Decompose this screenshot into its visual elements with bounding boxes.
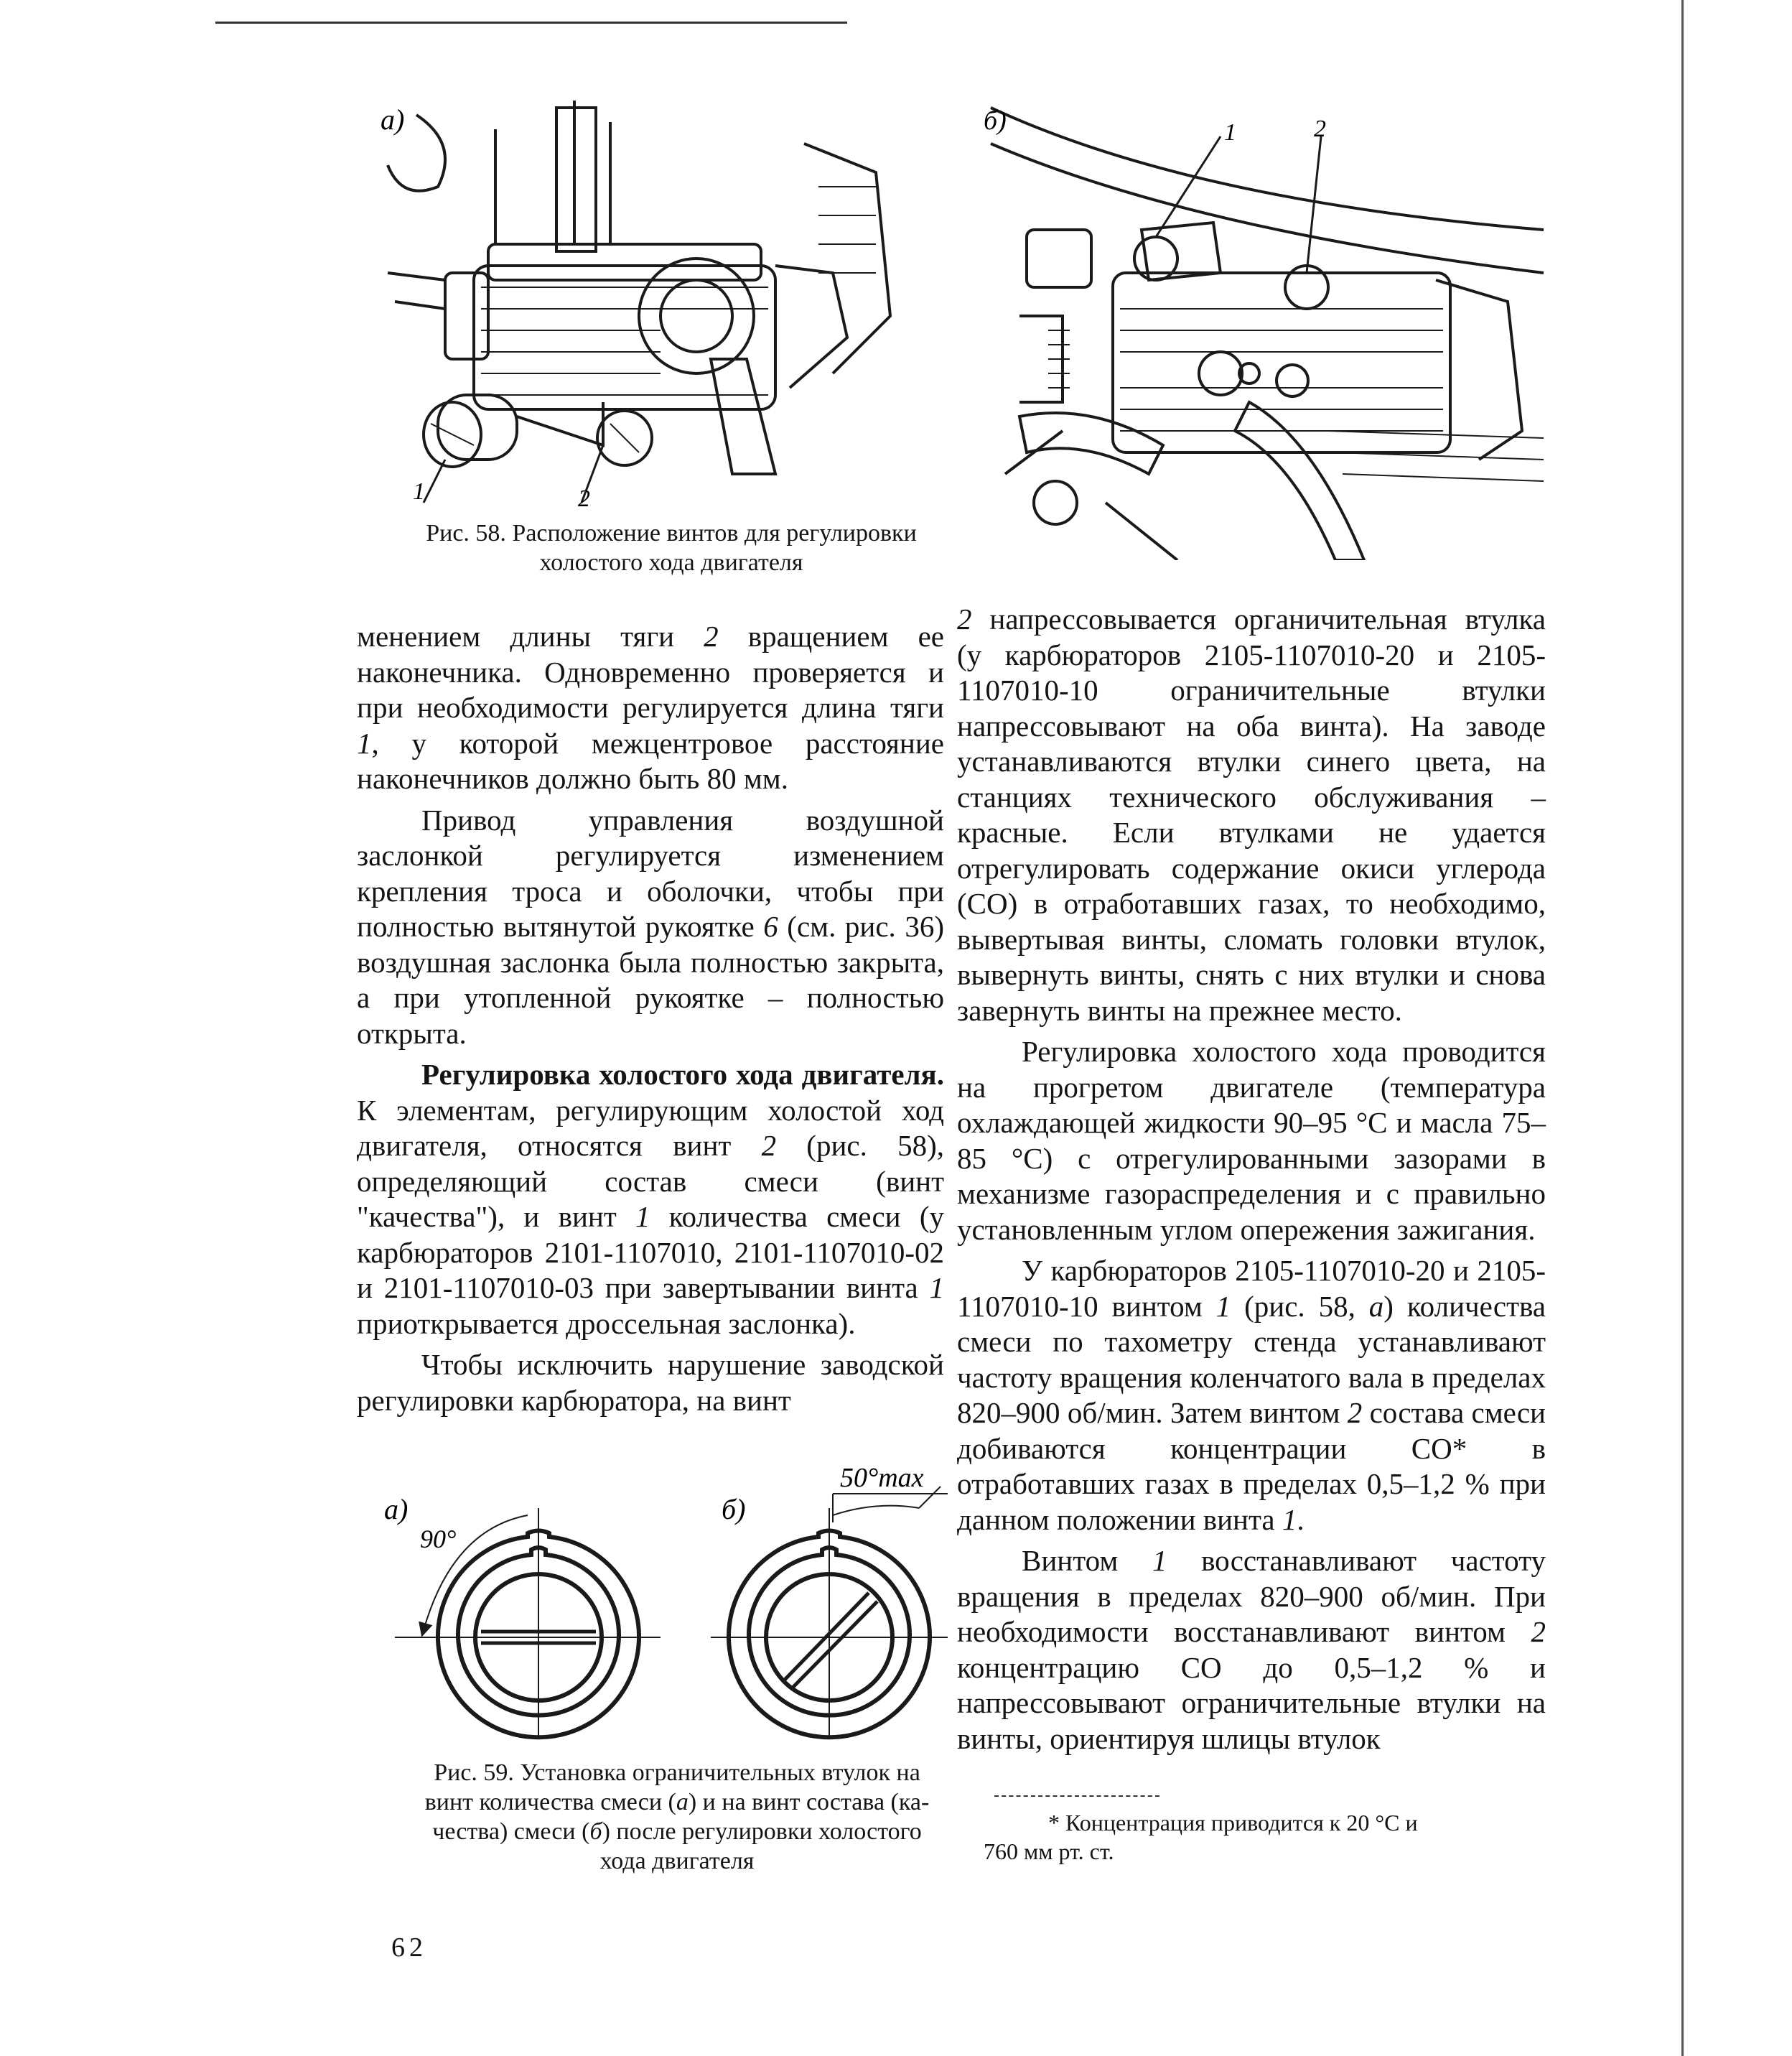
right-paragraph-1: 2 напрессовывается органичительная втулка (у карбюраторов 2105-1107010-20 и 2105-1107010-10 ограничительные втулки напрессовывают на оба винта). На заводе устанавливаются втулки синего цвета, на станциях технического обслуживания – красные. Если втулками не удается отрегулировать содержание окиси углерода (СО) в отработавших газах, то необходимо, вывертывая винты, сломать головки втулок, вывернуть винты, снять с них втулки и снова завернуть винты на прежнее место. bbox=[957, 603, 1546, 1027]
fig58-caption-line1: Рис. 58. Расположение винтов для регулировки bbox=[426, 520, 917, 546]
fig58-caption bbox=[373, 518, 969, 577]
fig59a-label: а) bbox=[384, 1493, 409, 1525]
footnote bbox=[984, 1808, 1544, 1866]
left-paragraph-4: Чтобы исключить нарушение заводской регулировки карбюратора, на винт bbox=[357, 1348, 944, 1417]
fig59-caption-line1: Рис. 59. Установка ограничительных втулок на bbox=[434, 1759, 920, 1786]
left-paragraph-2: Привод управления воздушной заслонкой регулируется изменением крепления троса и оболочки, чтобы при полностью вытянутой рукоятке 6 (см. рис. 36) воздушная заслонка была полностью закрыта, а при утопленной рукоятке – полностью открыта. bbox=[357, 803, 944, 1050]
fig59-caption-line2: винт количества смеси (а) и на винт состава (ка- bbox=[424, 1789, 930, 1815]
page-number: 62 bbox=[391, 1932, 427, 1963]
footnote-rule bbox=[994, 1795, 1159, 1797]
footnote-line2: 760 мм рт. ст. bbox=[984, 1838, 1114, 1864]
fig59b-label: б) bbox=[722, 1493, 746, 1525]
fig58a-illustration bbox=[373, 101, 948, 510]
fig59b-angle: 50°max bbox=[840, 1465, 924, 1493]
top-rule bbox=[215, 22, 847, 24]
right-paragraph-4: Винтом 1 восстанавливают частоту вращения в пределах 820–900 об/мин. При необходимости восстанавливают винтом 2 концентрацию СО до 0,5–1,2 % и напрессовывают ограничительные втулки на винты, ориентируя шлицы втулок bbox=[957, 1544, 1546, 1755]
fig59a-angle: 90° bbox=[420, 1525, 457, 1553]
fig58b-callout-1: 1 bbox=[1224, 119, 1236, 146]
left-paragraph-1: менением длины тяги 2 вращением ее наконечника. Одновременно проверяется и при необходимости регулируется длина тяги 1, у которой межцентровое расстояние наконечников должно быть 80 мм. bbox=[357, 620, 944, 795]
fig59-caption-line4: хода двигателя bbox=[599, 1848, 755, 1874]
fig58b-label: б) bbox=[984, 106, 1007, 136]
right-border bbox=[1681, 0, 1684, 2056]
carburetor-drawing-a bbox=[373, 101, 948, 510]
right-paragraph-3: У карбюраторов 2105-1107010-20 и 2105-1107010-10 винтом 1 (рис. 58, а) количества смеси по тахометру стенда устанавливают частоту вращения коленчатого вала в пределах 820–900 об/мин. Затем винтом 2 состава смеси добиваются концентрации СО* в отработавших газах в пределах 0,5–1,2 % при данном положении винта 1. bbox=[957, 1254, 1546, 1536]
right-column bbox=[957, 602, 1546, 1757]
left-paragraph-3: Регулировка холостого хода двигателя. К элементам, регулирующим холостой ход двигателя, относятся винт 2 (рис. 58), определяющий состав смеси (винт "качества"), и винт 1 количества смеси (у карбюраторов 2101-1107010, 2101-1107010-02 и 2101-1107010-03 при завертывании винта 1 приоткрывается дроссельная заслонка). bbox=[357, 1058, 944, 1340]
left-column bbox=[357, 619, 944, 1418]
right-paragraph-2: Регулировка холостого хода проводится на прогретом двигателе (температура охлаждающей жидкости 90–95 °С и масла 75–85 °С) с отрегулированными зазорами в механизме газораспределения и с правильно установленным углом опережения зажигания. bbox=[957, 1035, 1546, 1246]
fig58b-illustration bbox=[976, 101, 1551, 560]
fig59-caption-line3: чества) смеси (б) после регулировки холостого bbox=[432, 1818, 922, 1845]
fig58a-callout-1: 1 bbox=[413, 478, 425, 505]
fig59-caption bbox=[393, 1758, 961, 1876]
footnote-line1: * Концентрация приводится к 20 °С и bbox=[1048, 1810, 1418, 1836]
fig58b-callout-2: 2 bbox=[1314, 116, 1326, 142]
fig58-caption-line2: холостого хода двигателя bbox=[539, 549, 803, 576]
fig59-illustration bbox=[373, 1465, 962, 1752]
fig58a-label: а) bbox=[381, 103, 405, 136]
section-heading: Регулировка холостого хода двигателя. bbox=[421, 1058, 944, 1091]
limiter-sleeves-diagram bbox=[373, 1465, 962, 1752]
carburetor-drawing-b bbox=[976, 101, 1551, 560]
fig58a-callout-2: 2 bbox=[578, 485, 590, 510]
